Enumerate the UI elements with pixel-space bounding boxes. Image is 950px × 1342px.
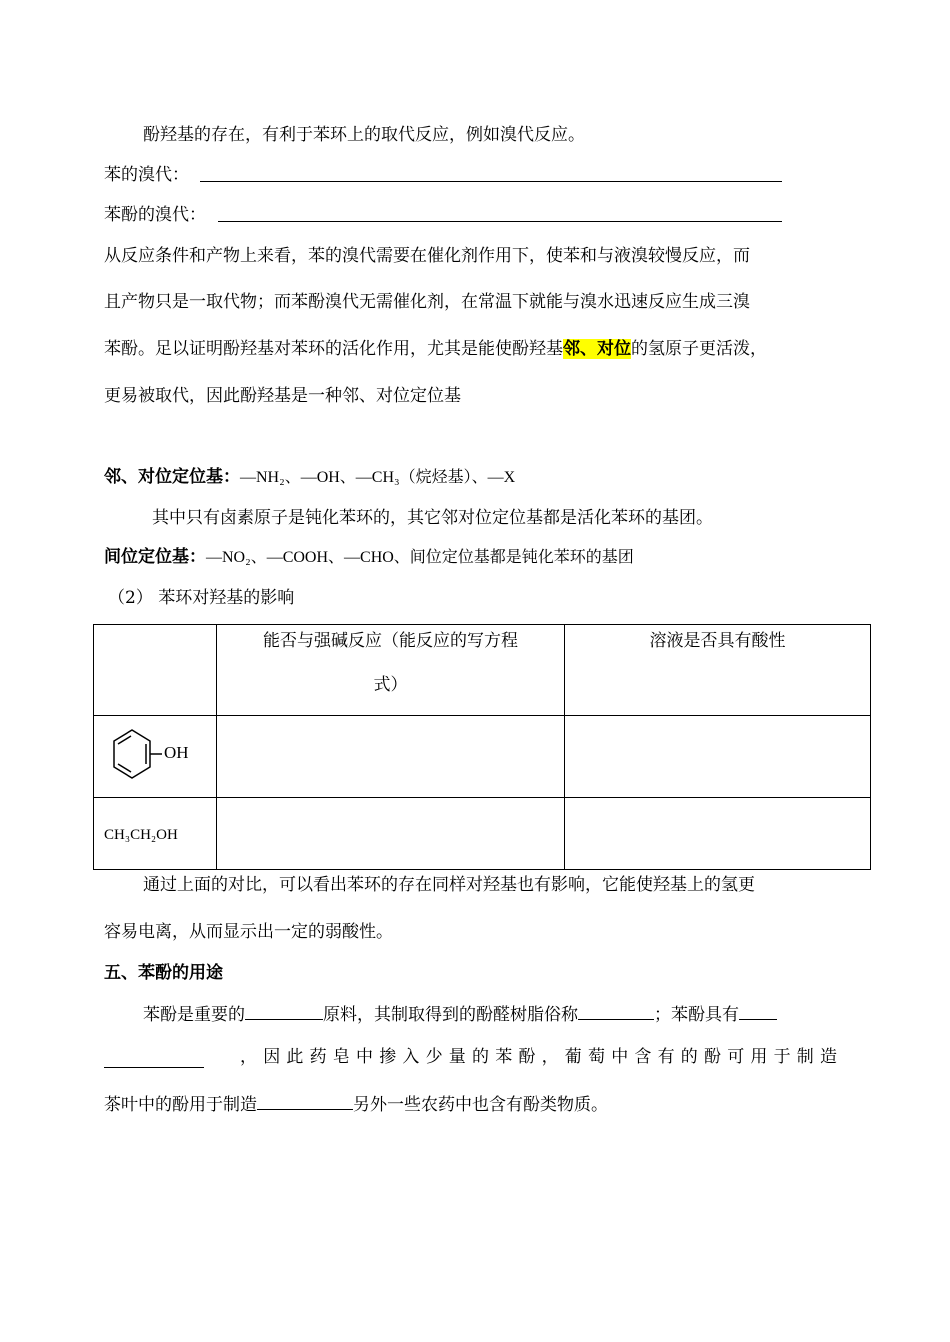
uses-line2: ，因此药皂中掺入少量的苯酚，葡萄中含有的酚可用于制造 [240,1047,844,1067]
tea-phenol-use-blank[interactable] [257,1093,353,1110]
ortho-para-label: 邻、对位定位基： [104,467,240,487]
para1-line3 [104,338,767,360]
benzene-bromination-label: 苯的溴代： [104,165,189,185]
phenol-acidity-answer[interactable] [565,716,871,798]
header-acidity-text: 溶液是否具有酸性 [649,631,786,651]
para1-line2: 且产物只是一取代物；而苯酚溴代无需催化剂，在常温下就能与溴水迅速反应生成三溴 [104,292,750,312]
intro-text: 酚羟基的存在，有利于苯环上的取代反应，例如溴代反应。 [143,125,585,145]
table-header-acidity [565,625,871,716]
meta-groups: —NO₂、—COOH、—CHO、间位定位基都是钝化苯环的基团 [206,549,634,566]
property-blank-continued[interactable] [104,1067,204,1068]
para1-line3-post: 的氢原子更活泼， [631,339,767,359]
resin-name-blank[interactable] [578,1003,654,1020]
benzene-bromination-blank[interactable] [200,181,782,182]
uses-line1-c: ；苯酚具有 [654,1005,739,1025]
ortho-para-groups: —NH₂、—OH、—CH₃（烷烃基）、—X [240,469,516,486]
phenol-oh-label: OH [164,743,189,762]
table-header-strong-base [217,625,565,716]
uses-line3-b: 另外一些农药中也含有酚类物质。 [353,1095,608,1115]
section-5-heading: 五、苯酚的用途 [104,963,223,983]
ethanol-strong-base-answer[interactable] [217,798,565,870]
header-strong-base-line1: 能否与强碱反应（能反应的写方程 [263,631,518,651]
para1-line1: 从反应条件和产物上来看，苯的溴代需要在催化剂作用下，使苯和与液溴较慢反应，而 [104,246,750,266]
meta-directors [104,546,634,569]
uses-line3 [104,1093,608,1116]
header-strong-base-line2: 式） [373,675,408,695]
ethanol-cell [94,798,217,870]
conclusion-line1: 通过上面的对比，可以看出苯环的存在同样对羟基也有影响，它能使羟基上的氢更 [143,875,755,895]
phenol-strong-base-answer[interactable] [217,716,565,798]
ethanol-acidity-answer[interactable] [565,798,871,870]
uses-line1-b: 原料，其制取得到的酚醛树脂俗称 [323,1005,578,1025]
property-blank-start[interactable] [739,1003,777,1020]
para1-line3-pre: 苯酚。足以证明酚羟基对苯环的活化作用，尤其是能使酚羟基 [104,339,563,359]
comparison-table [93,624,871,870]
table-header-empty [94,625,217,716]
phenol-bromination-blank[interactable] [218,221,782,222]
uses-line3-a: 茶叶中的酚用于制造 [104,1095,257,1115]
phenol-structure-cell [94,716,217,798]
uses-line1-a: 苯酚是重要的 [143,1005,245,1025]
uses-line1 [143,1003,777,1026]
para1-line4: 更易被取代，因此酚羟基是一种邻、对位定位基 [104,386,461,406]
highlight-ortho-para: 邻、对位 [563,339,631,359]
ethanol-formula: CH₃CH₂OH [104,826,178,843]
conclusion-line2: 容易电离，从而显示出一定的弱酸性。 [104,922,393,942]
raw-material-blank[interactable] [245,1003,323,1020]
meta-label: 间位定位基： [104,547,206,567]
phenol-bromination-label: 苯酚的溴代： [104,205,206,225]
section-2-heading: （2） 苯环对羟基的影响 [108,588,295,608]
ortho-para-note: 其中只有卤素原子是钝化苯环的，其它邻对位定位基都是活化苯环的基团。 [152,508,713,528]
ortho-para-directors [104,466,515,489]
